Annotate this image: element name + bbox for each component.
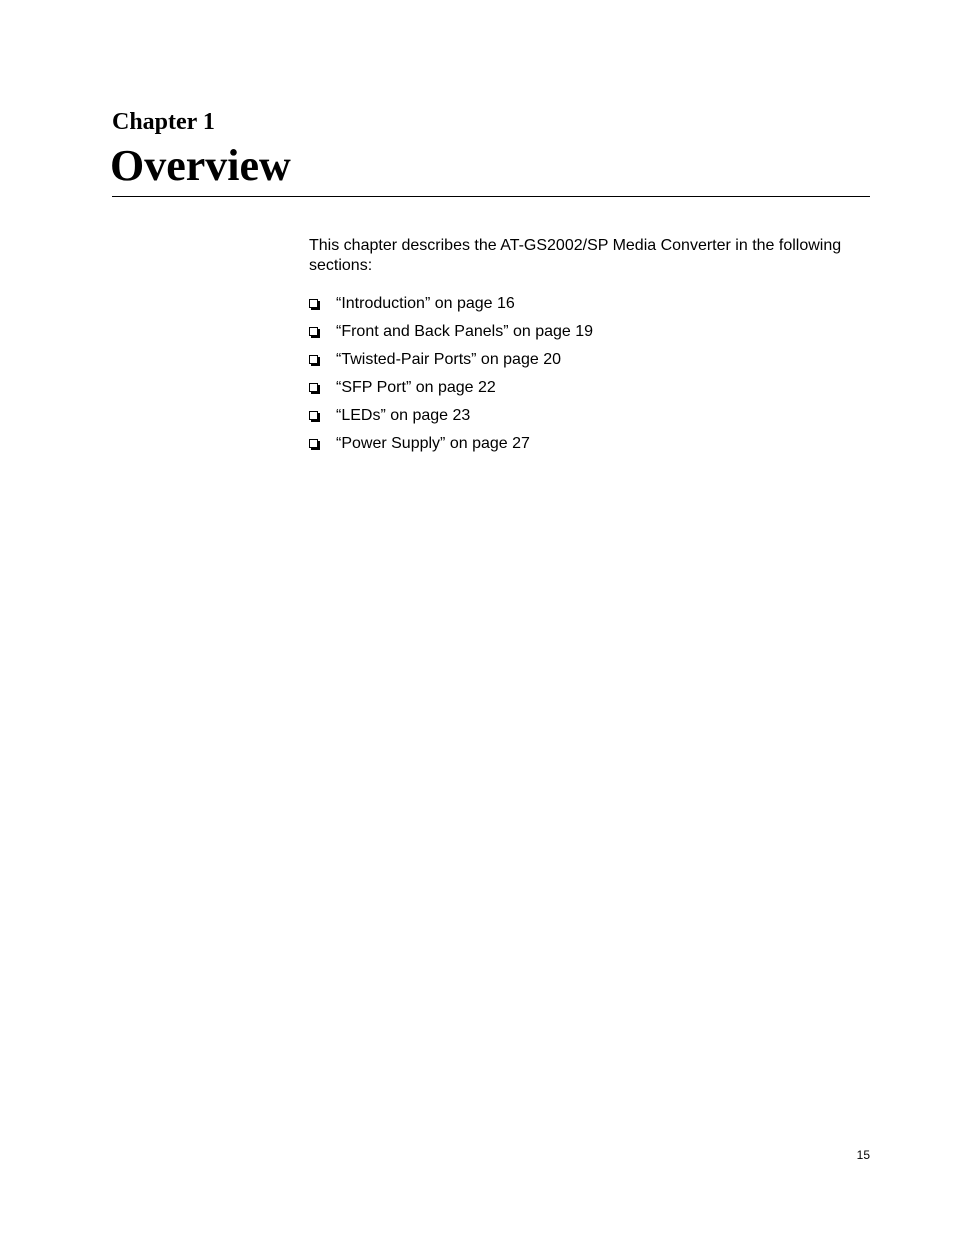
section-link-leds[interactable]: “LEDs” on page 23 [336, 407, 471, 424]
section-link-power-supply[interactable]: “Power Supply” on page 27 [336, 435, 530, 452]
list-item [309, 434, 593, 462]
title-divider [112, 196, 870, 197]
section-link-front-back-panels[interactable]: “Front and Back Panels” on page 19 [336, 323, 594, 340]
section-link-introduction[interactable]: “Introduction” on page 16 [336, 295, 515, 312]
checkbox-square-icon [309, 299, 318, 308]
checkbox-square-icon [309, 355, 318, 364]
list-item [309, 378, 593, 406]
section-link-sfp-port[interactable]: “SFP Port” on page 22 [336, 379, 496, 396]
section-link-twisted-pair-ports[interactable]: “Twisted-Pair Ports” on page 20 [336, 351, 561, 368]
chapter-label: Chapter 1 [112, 109, 215, 135]
intro-paragraph: This chapter describes the AT-GS2002/SP Media Converter in the following sections: [309, 237, 842, 274]
list-item [309, 294, 593, 322]
list-item [309, 350, 593, 378]
page-number: 15 [856, 1148, 870, 1162]
list-item [309, 406, 593, 434]
section-list [309, 294, 593, 462]
checkbox-square-icon [309, 411, 318, 420]
list-item [309, 322, 593, 350]
checkbox-square-icon [309, 439, 318, 448]
checkbox-square-icon [309, 327, 318, 336]
chapter-title: Overview [110, 141, 291, 190]
checkbox-square-icon [309, 383, 318, 392]
